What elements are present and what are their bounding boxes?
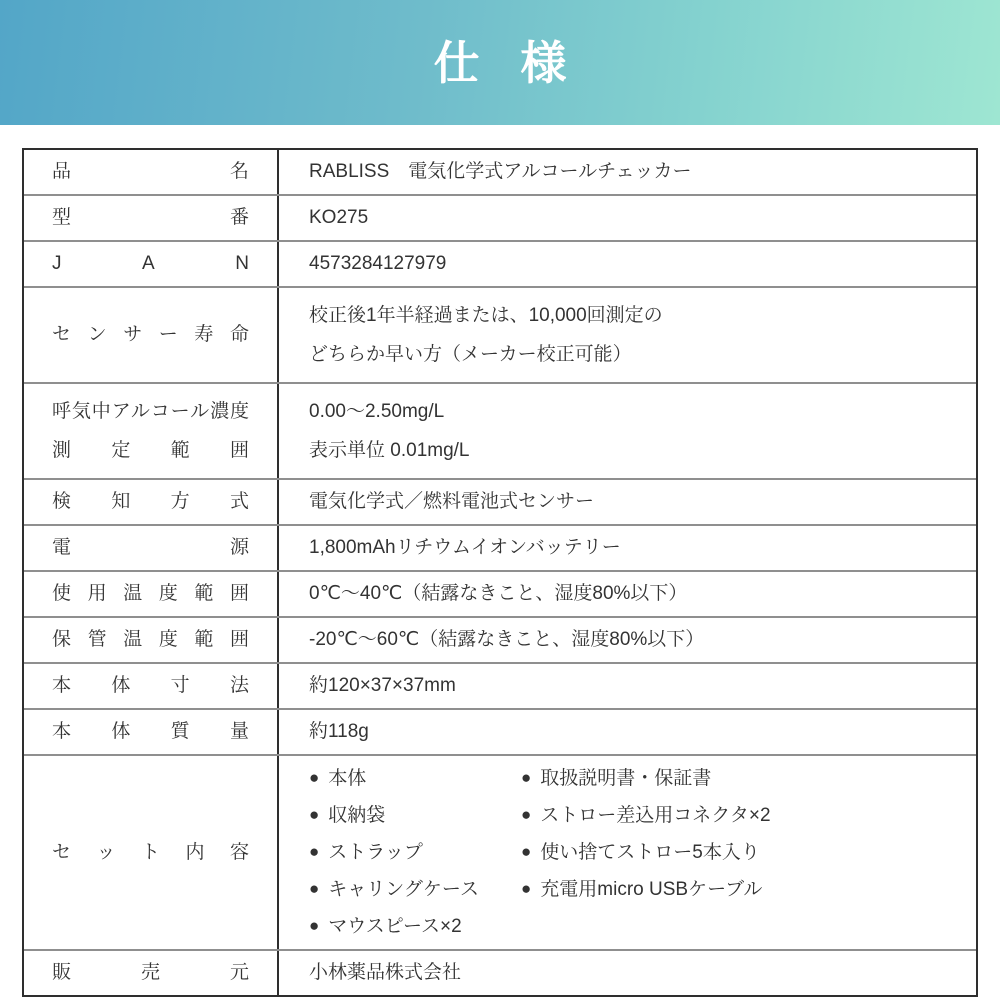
spec-row-storage-temperature xyxy=(24,616,976,662)
spec-value-cell xyxy=(279,526,976,570)
spec-row-set-contents xyxy=(24,754,976,949)
set-item xyxy=(521,877,946,903)
page-title: 仕 様 xyxy=(433,36,581,89)
set-item-label: 収納袋 xyxy=(328,804,386,826)
spec-value: RABLISS 電気化学式アルコールチェッカー xyxy=(309,161,692,183)
spec-label-line: 呼気中アルコール濃度 xyxy=(52,400,249,422)
bullet-icon: ● xyxy=(309,916,320,936)
spec-row-jan-code xyxy=(24,240,976,286)
spec-label: 型 番 xyxy=(52,207,249,229)
spec-label-cell xyxy=(24,384,279,478)
spec-label-cell xyxy=(24,288,279,382)
spec-label-line: 測 定 範 囲 xyxy=(52,439,249,461)
spec-value: 0℃〜40℃（結露なきこと、湿度80%以下） xyxy=(309,583,688,605)
spec-value-cell xyxy=(279,196,976,240)
spec-label: 保 管 温 度 範 囲 xyxy=(52,629,249,651)
bullet-icon: ● xyxy=(309,805,320,825)
spec-value-cell xyxy=(279,756,976,949)
spec-value-cell xyxy=(279,480,976,524)
spec-row-power-source xyxy=(24,524,976,570)
spec-value-cell xyxy=(279,150,976,194)
spec-label: セ ン サ ー 寿 命 xyxy=(52,324,249,346)
set-item-label: 充電用micro USBケーブル xyxy=(540,878,763,900)
bullet-icon: ● xyxy=(521,768,532,788)
set-item xyxy=(521,803,946,829)
spec-label-cell xyxy=(24,196,279,240)
spec-label: 電 源 xyxy=(52,537,249,559)
spec-label: 品 名 xyxy=(52,161,249,183)
spec-label: 本 体 質 量 xyxy=(52,721,249,743)
spec-value-line: 校正後1年半経過または、10,000回測定の xyxy=(309,304,663,326)
spec-value: -20℃〜60℃（結露なきこと、湿度80%以下） xyxy=(309,629,705,651)
set-item xyxy=(309,766,521,792)
bullet-icon: ● xyxy=(521,842,532,862)
spec-value: 約118g xyxy=(309,721,369,743)
spec-value-line: どちらか早い方（メーカー校正可能） xyxy=(309,343,632,365)
spec-value: 1,800mAhリチウムイオンバッテリー xyxy=(309,537,621,559)
spec-label: 使 用 温 度 範 囲 xyxy=(52,583,249,605)
bullet-icon: ● xyxy=(309,842,320,862)
spec-value: 約120×37×37mm xyxy=(309,675,456,697)
set-item xyxy=(309,803,521,829)
spec-value: 4573284127979 xyxy=(309,253,447,275)
spec-row-sensor-life xyxy=(24,286,976,382)
spec-label: 本 体 寸 法 xyxy=(52,675,249,697)
set-item-label: ストロー差込用コネクタ×2 xyxy=(540,804,771,826)
spec-row-body-weight xyxy=(24,708,976,754)
spec-value-cell xyxy=(279,242,976,286)
set-item-label: キャリングケース xyxy=(328,878,479,900)
spec-label-cell xyxy=(24,756,279,949)
spec-row-model-number xyxy=(24,194,976,240)
bullet-icon: ● xyxy=(309,768,320,788)
set-item xyxy=(521,840,946,866)
spec-label-cell xyxy=(24,480,279,524)
spec-value-cell xyxy=(279,664,976,708)
spec-label-cell xyxy=(24,150,279,194)
spec-row-body-dimensions xyxy=(24,662,976,708)
spec-value-cell xyxy=(279,618,976,662)
spec-label-cell xyxy=(24,664,279,708)
spec-value-cell xyxy=(279,572,976,616)
bullet-icon: ● xyxy=(309,879,320,899)
spec-value-cell xyxy=(279,288,976,382)
set-item xyxy=(521,766,946,792)
spec-row-distributor xyxy=(24,949,976,995)
set-item-label: 取扱説明書・保証書 xyxy=(540,767,712,789)
set-item xyxy=(309,840,521,866)
spec-row-detection-method xyxy=(24,478,976,524)
spec-label-cell xyxy=(24,242,279,286)
bullet-icon: ● xyxy=(521,879,532,899)
spec-label-cell xyxy=(24,618,279,662)
spec-value-line: 表示単位 0.01mg/L xyxy=(309,439,470,461)
spec-value: 電気化学式／燃料電池式センサー xyxy=(309,491,595,513)
spec-label-cell xyxy=(24,710,279,754)
header-banner xyxy=(0,0,1000,125)
set-item xyxy=(309,914,521,940)
spec-value: 小林薬品株式会社 xyxy=(309,962,462,984)
spec-value-cell xyxy=(279,384,976,478)
spec-label-cell xyxy=(24,951,279,995)
spec-value-cell xyxy=(279,710,976,754)
set-item xyxy=(309,877,521,903)
spec-label: J A N xyxy=(52,253,249,275)
spec-row-product-name xyxy=(24,150,976,194)
set-item-label: マウスピース×2 xyxy=(328,915,462,937)
spec-value-cell xyxy=(279,951,976,995)
spec-label-cell xyxy=(24,572,279,616)
spec-value-line: 0.00〜2.50mg/L xyxy=(309,400,445,422)
set-item-label: 使い捨てストロー5本入り xyxy=(540,841,760,863)
spec-label: 検 知 方 式 xyxy=(52,491,249,513)
set-item-label: ストラップ xyxy=(328,841,423,863)
spec-table xyxy=(22,148,978,997)
spec-value: KO275 xyxy=(309,207,369,229)
set-contents-grid xyxy=(309,756,946,949)
bullet-icon: ● xyxy=(521,805,532,825)
spec-label-cell xyxy=(24,526,279,570)
spec-row-operating-temperature xyxy=(24,570,976,616)
spec-row-measurement-range xyxy=(24,382,976,478)
spec-label: セ ッ ト 内 容 xyxy=(52,841,249,863)
set-item-label: 本体 xyxy=(328,767,367,789)
spec-label: 販 売 元 xyxy=(52,962,249,984)
